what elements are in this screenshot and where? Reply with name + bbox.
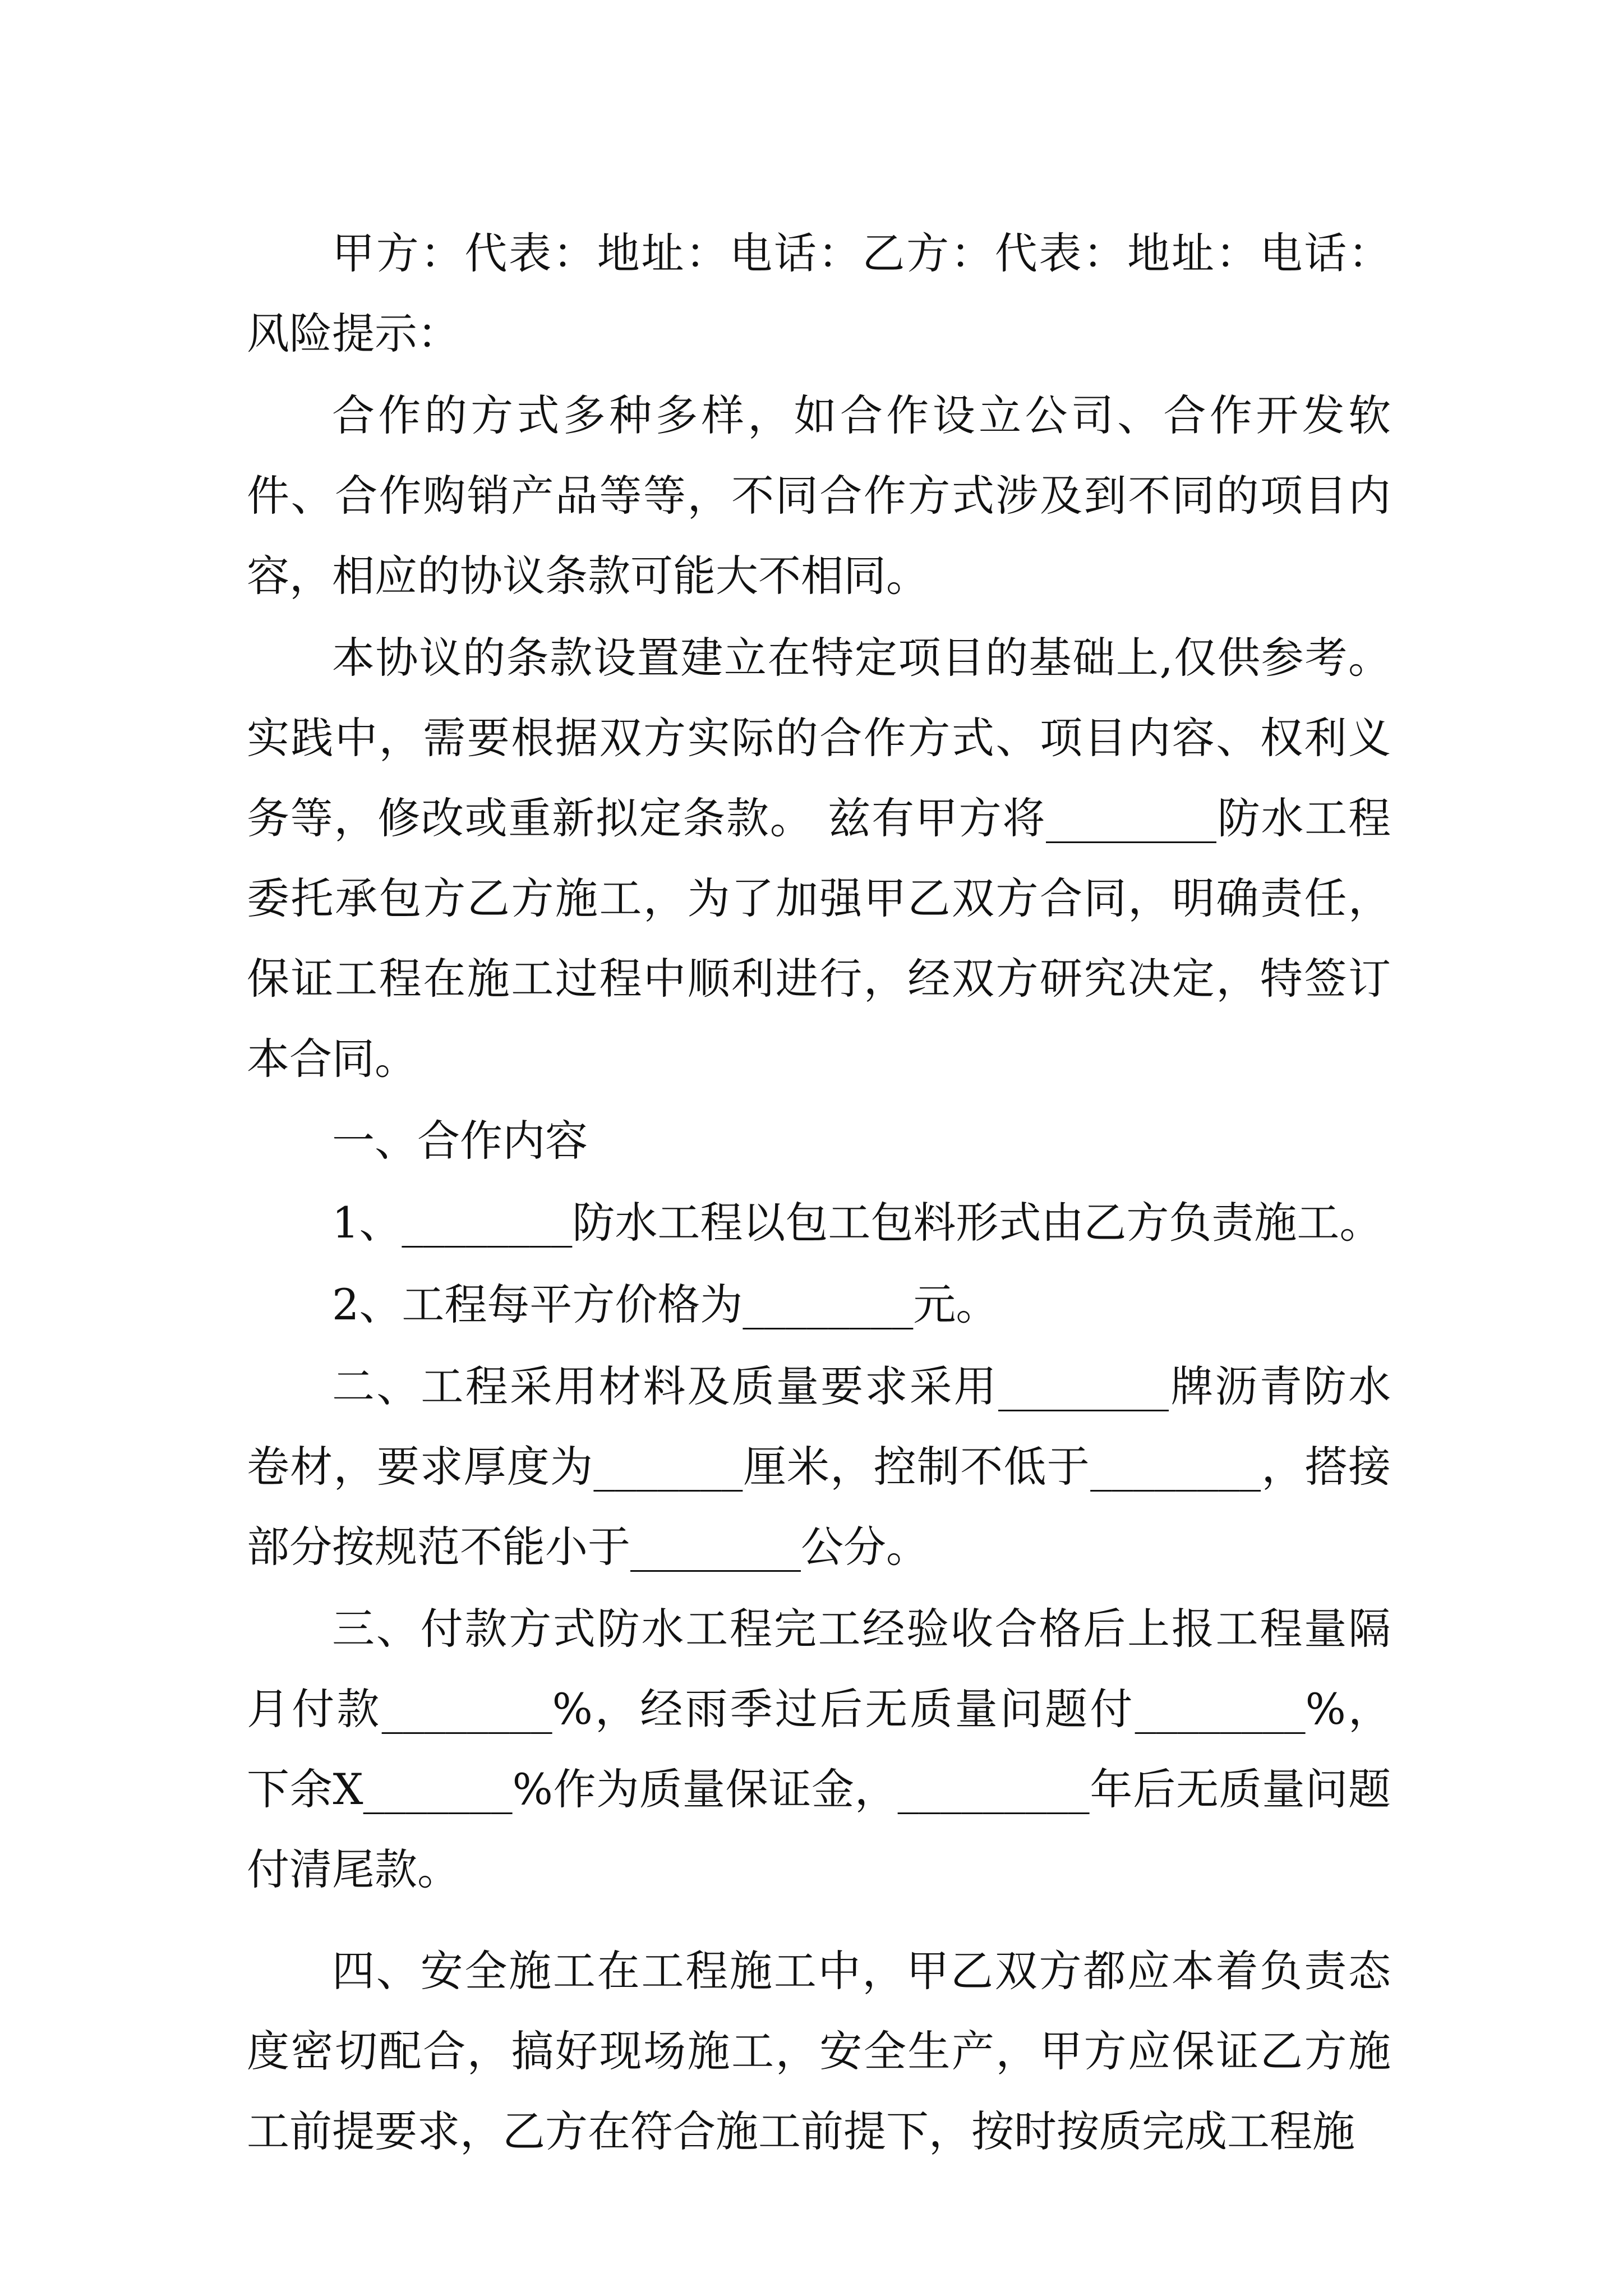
agreement-preamble-paragraph: 本协议的条款设置建立在特定项目的基础上,仅供参考。实践中，需要根据双方实际的合作方式、项目内容、权利义务等，修改或重新拟定条款。 兹有甲方将________防水工程委托承包方乙方施工，为了加强甲乙双方合同，明确责任，保证工程在施工过程中顺利进行，经双方研究决定，特签订本合同。 bbox=[247, 633, 1391, 1084]
section-payment-terms: 三、付款方式防水工程完工经验收合格后上报工程量隔月付款________%，经雨季过后无质量问题付________%，下余X_______%作为质量保证金，_________年后无质量问题付清尾款。 bbox=[247, 1604, 1391, 1894]
section-heading-cooperation-content: 一、合作内容 bbox=[332, 1116, 588, 1166]
clause-1: 1、________防水工程以包工包料形式由乙方负责施工。 bbox=[332, 1198, 1382, 1248]
document-body bbox=[247, 213, 1391, 2171]
cooperation-methods-paragraph: 合作的方式多种多样，如合作设立公司、合作开发软件、合作购销产品等等，不同合作方式涉及到不同的项目内容，相应的协议条款可能大不相同。 bbox=[247, 390, 1391, 601]
section-safe-construction: 四、安全施工在工程施工中，甲乙双方都应本着负责态度密切配合，搞好现场施工，安全生产，甲方应保证乙方施工前提要求，乙方在符合施工前提下，按时按质完成工程施 bbox=[247, 1946, 1391, 2156]
clause-2: 2、工程每平方价格为________元。 bbox=[332, 1280, 999, 1329]
parties-and-risk-notice: 甲方：代表：地址：电话：乙方：代表：地址：电话：风险提示： bbox=[247, 228, 1391, 358]
section-materials-quality: 二、工程采用材料及质量要求采用________牌沥青防水卷材，要求厚度为_______厘米，控制不低于________，搭接部分按规范不能小于________公分。 bbox=[247, 1361, 1391, 1572]
